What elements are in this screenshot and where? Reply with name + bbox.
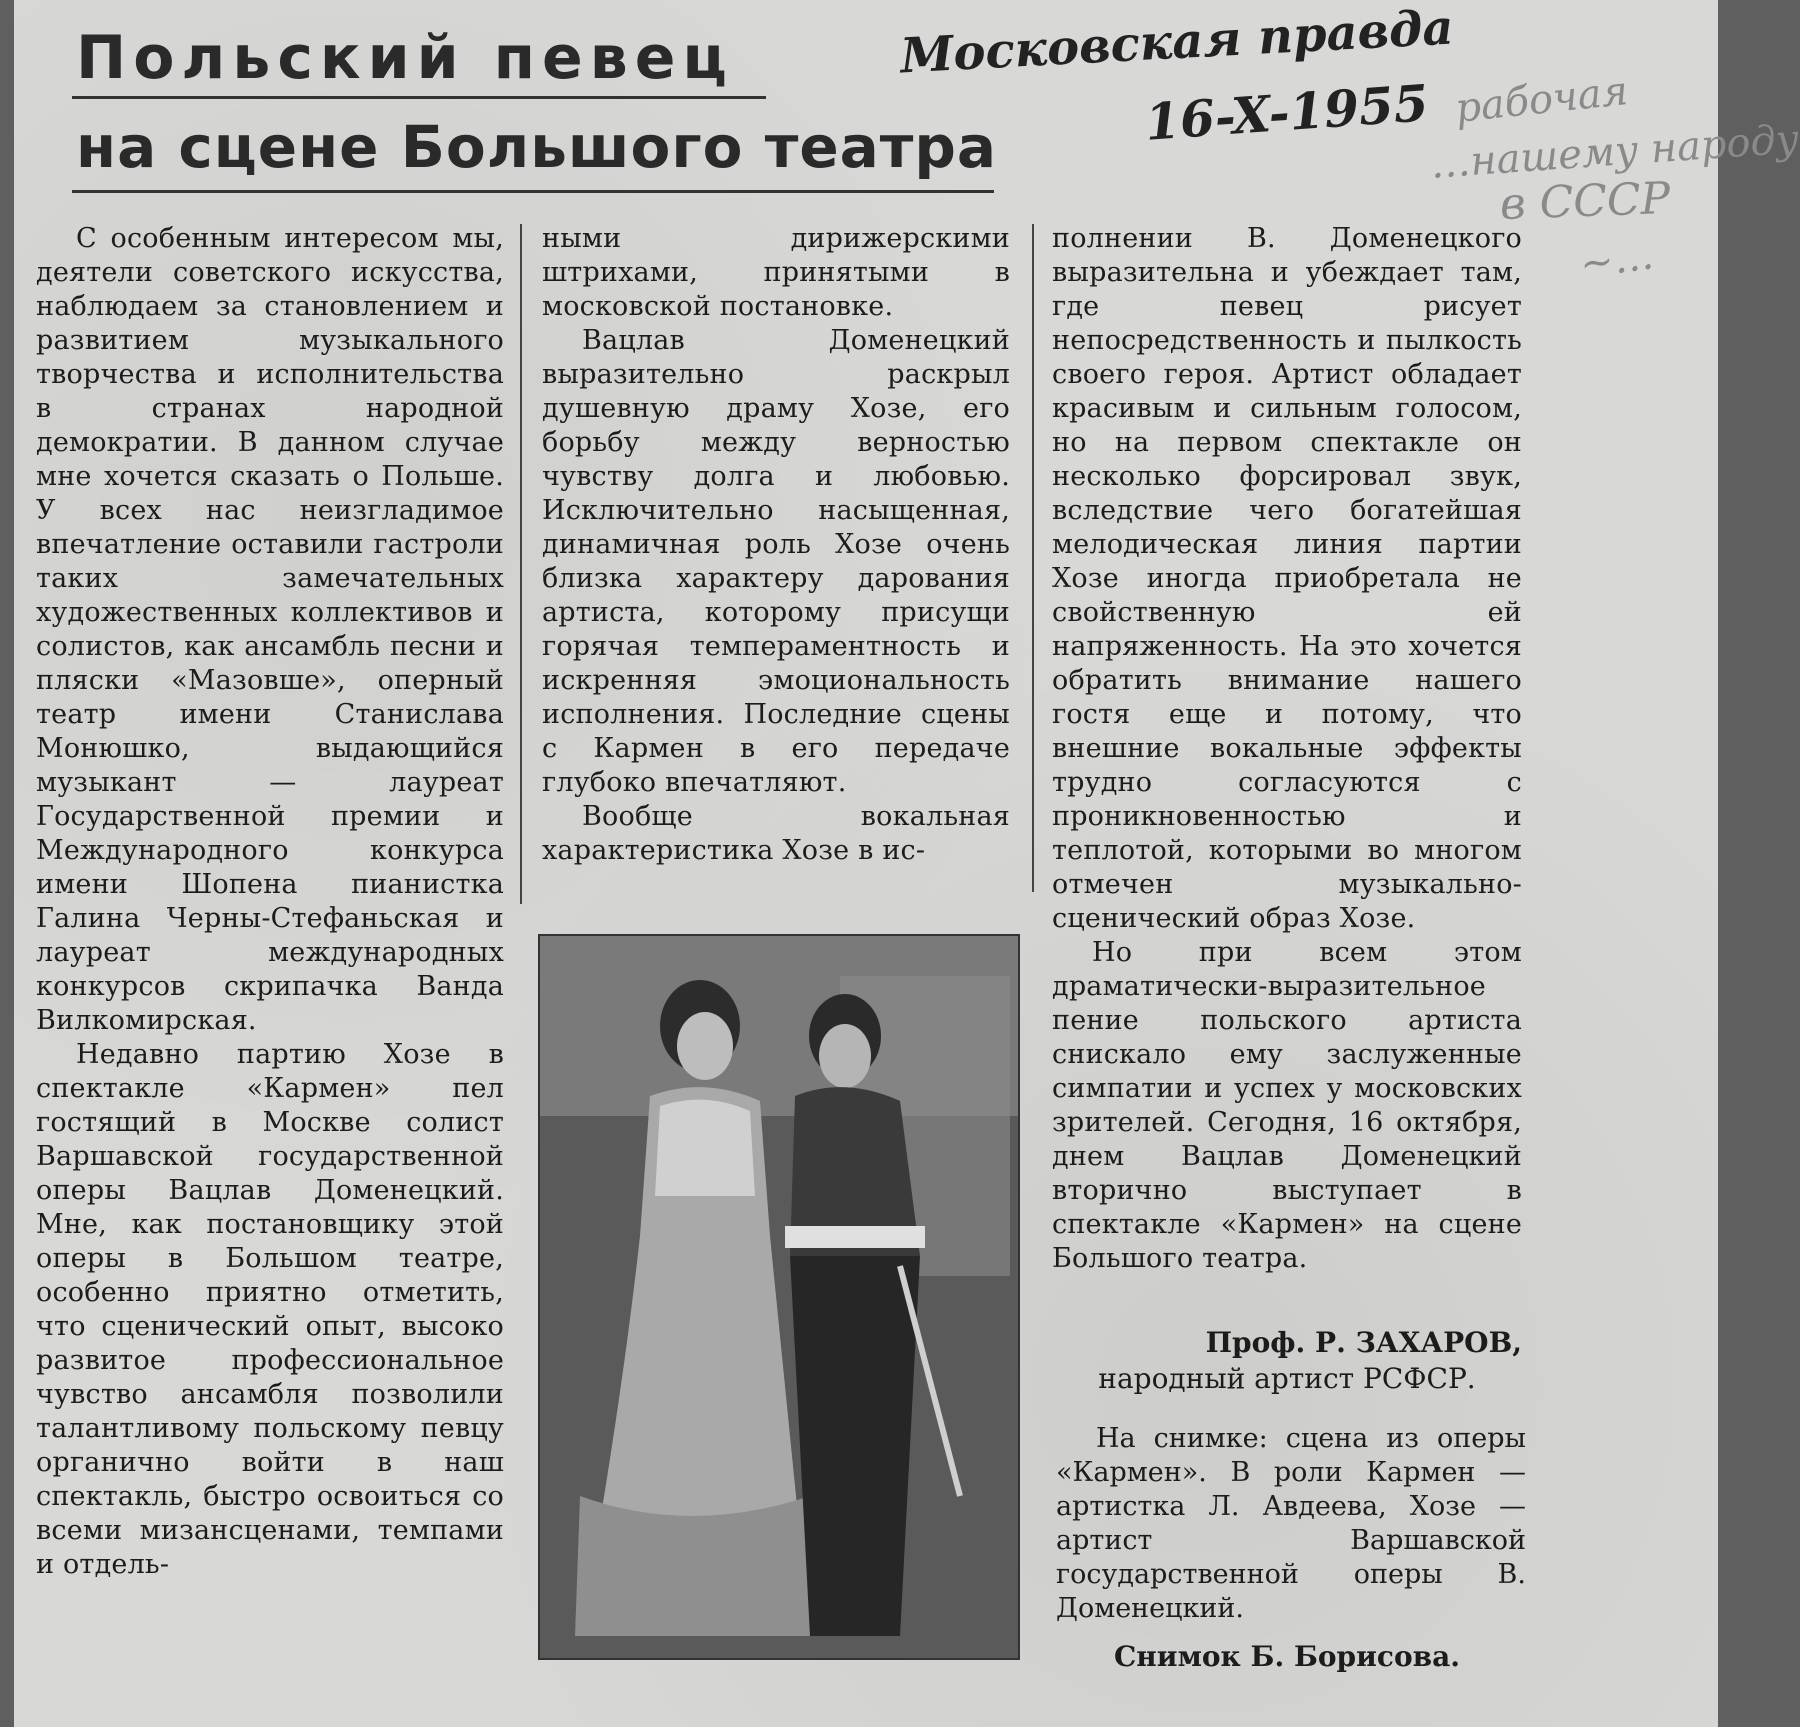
- paragraph: Недавно партию Хозе в спектакле «Кармен» пел гостящий в Москве солист Варшавской государственной оперы Вацлав Доменецкий. Мне, как постановщику этой оперы в Большом театре, особенно приятно отметить, что сценический опыт, высоко развитое профессиональное чувство ансамбля позволили талантливому польскому певцу органично войти в наш спектакль, быстро освоиться со всеми мизансценами, темпами и отдель-: [36, 1039, 504, 1580]
- paragraph: Вацлав Доменецкий выразительно раскрыл душевную драму Хозе, его борьбу между верностью чувству долга и любовью. Исключительно насыщенная, динамичная роль Хозе очень близка характеру дарования артиста, которому присущи горячая темпераментность и искренняя эмоциональность исполнения. Последние сцены с Кармен в его передаче глубоко впечатляют.: [542, 325, 1010, 798]
- author-name: Проф. Р. ЗАХАРОВ,: [1205, 1326, 1522, 1359]
- photo-illustration: [540, 936, 1018, 1658]
- headline-underline-1: [72, 96, 766, 99]
- photo-caption: На снимке: сцена из оперы «Кармен». В роли Кармен — артистка Л. Авдеева, Хозе — артист Варшавской государственной оперы В. Доменецкий.: [1056, 1423, 1526, 1624]
- headline-line-2: на сцене Большого театра: [76, 113, 998, 181]
- opera-scene-photo: [538, 934, 1020, 1660]
- column-divider-1: [520, 224, 522, 904]
- handwritten-date: 16-X-1955: [1143, 73, 1431, 152]
- headline-line-1: Польский певец: [76, 23, 734, 93]
- paragraph: Но при всем этом драматически-выразительное пение польского артиста снискало ему заслуженные симпатии и успех у московских зрителей. Сегодня, 16 октября, днем Вацлав Доменецкий вторично выступает в спектакле «Кармен» на сцене Большого театра.: [1052, 937, 1522, 1274]
- paragraph: Вообще вокальная характеристика Хозе в ис-: [542, 801, 1010, 866]
- paragraph: С особенным интересом мы, деятели советского искусства, наблюдаем за становлением и развитием музыкального творчества и исполнительства в странах народной демократии. В данном случае мне хочется сказать о Польше. У всех нас неизгладимое впечатление оставили гастроли таких замечательных художественных коллективов и солистов, как ансамбль песни и пляски «Мазовше», оперный театр имени Станислава Монюшко, выдающийся музыкант — лауреат Государственной премии и Международного конкурса имени Шопена пианистка Галина Черны-Стефаньская и лауреат международных конкурсов скрипачка Ванда Вилкомирская.: [36, 223, 504, 1036]
- paragraph: ными дирижерскими штрихами, принятыми в московской постановке.: [542, 223, 1010, 322]
- handwritten-newspaper-name: Московская правда: [898, 0, 1455, 85]
- article-column-2: [542, 222, 1010, 868]
- author-title: народный артист РСФСР.: [1098, 1362, 1476, 1395]
- pencil-note-2: …нашему народу: [1428, 116, 1800, 188]
- photo-credit: Снимок Б. Борисова.: [1114, 1640, 1460, 1673]
- pencil-note-1: рабочая: [1453, 68, 1631, 132]
- article-column-3: [1052, 222, 1522, 1276]
- paragraph: полнении В. Доменецкого выразительна и убеждает там, где певец рисует непосредственность и пылкость своего героя. Артист обладает красивым и сильным голосом, но на первом спектакле он несколько форсировал звук, вследствие чего богатейшая мелодическая линия партии Хозе иногда приобретала не свойственную ей напряженность. На это хочется обратить внимание нашего гостя еще и потому, что внешние вокальные эффекты трудно согласуются с проникновенностью и теплотой, которыми во многом отмечен музыкально-сценический образ Хозе.: [1052, 223, 1522, 934]
- article-column-1: [36, 222, 504, 1582]
- pencil-note-4: ~…: [1577, 232, 1657, 288]
- headline-underline-2: [72, 190, 994, 193]
- column-divider-2: [1032, 224, 1034, 892]
- pencil-note-3: в СССР: [1499, 173, 1672, 230]
